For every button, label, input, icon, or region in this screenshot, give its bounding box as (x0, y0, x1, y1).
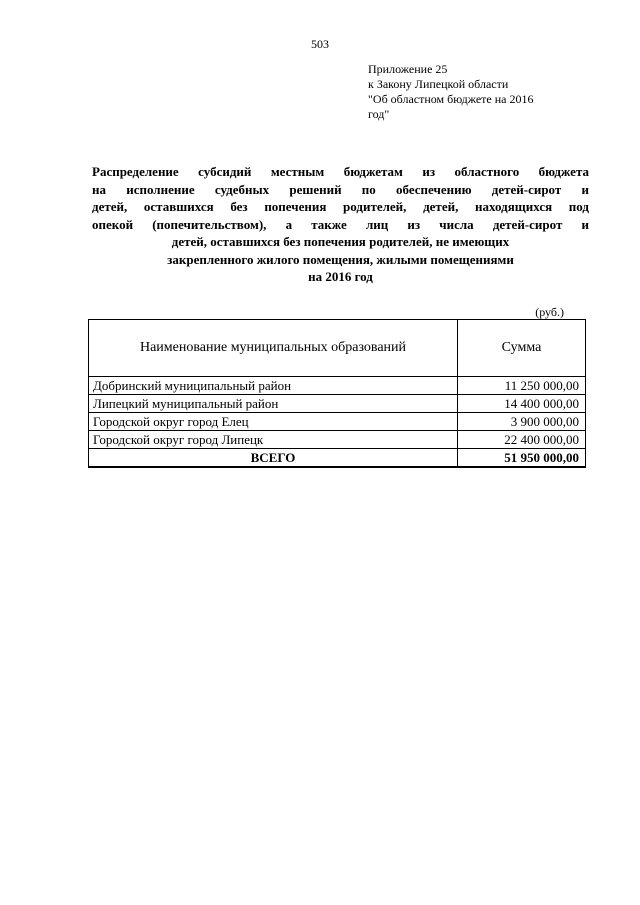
page-number: 503 (311, 37, 329, 51)
appendix-line: к Закону Липецкой области (368, 77, 509, 91)
table-row (89, 413, 586, 431)
amount-value: 22 400 000,00 (458, 431, 586, 449)
header-municipality: Наименование муниципальных образований (89, 320, 458, 377)
total-label: ВСЕГО (89, 449, 458, 468)
header-amount: Сумма (458, 320, 586, 377)
table-row (89, 395, 586, 413)
municipality-name: Липецкий муниципальный район (89, 395, 458, 413)
table-row (89, 431, 586, 449)
document-title (92, 163, 589, 286)
amount-value: 3 900 000,00 (458, 413, 586, 431)
appendix-line: "Об областном бюджете на 2016 (368, 92, 534, 106)
municipality-name: Городской округ город Липецк (89, 431, 458, 449)
table-row (89, 377, 586, 395)
currency-unit: (руб.) (535, 305, 564, 319)
total-amount: 51 950 000,00 (458, 449, 586, 468)
subsidy-table (88, 319, 586, 468)
appendix-line: Приложение 25 (368, 62, 448, 76)
table-header-row (89, 320, 586, 377)
total-row (89, 449, 586, 468)
appendix-reference (368, 62, 608, 122)
title-line: закрепленного жилого помещения, жилыми помещениями (167, 251, 514, 267)
title-line: Распределение субсидий местным бюджетам из областного бюджета (92, 164, 589, 179)
title-line: на исполнение судебных решений по обеспечению детей-сирот и (92, 181, 589, 197)
title-line: детей, оставшихся без попечения родителей, детей, находящихся под (92, 199, 589, 214)
municipality-name: Добринский муниципальный район (89, 377, 458, 395)
appendix-line: год" (368, 107, 390, 121)
title-line: детей, оставшихся без попечения родителей, не имеющих (171, 234, 510, 249)
amount-value: 11 250 000,00 (458, 377, 586, 395)
title-line: на 2016 год (308, 269, 373, 284)
amount-value: 14 400 000,00 (458, 395, 586, 413)
title-line: опекой (попечительством), а также лиц из числа детей-сирот и (92, 216, 589, 232)
municipality-name: Городской округ город Елец (89, 413, 458, 431)
